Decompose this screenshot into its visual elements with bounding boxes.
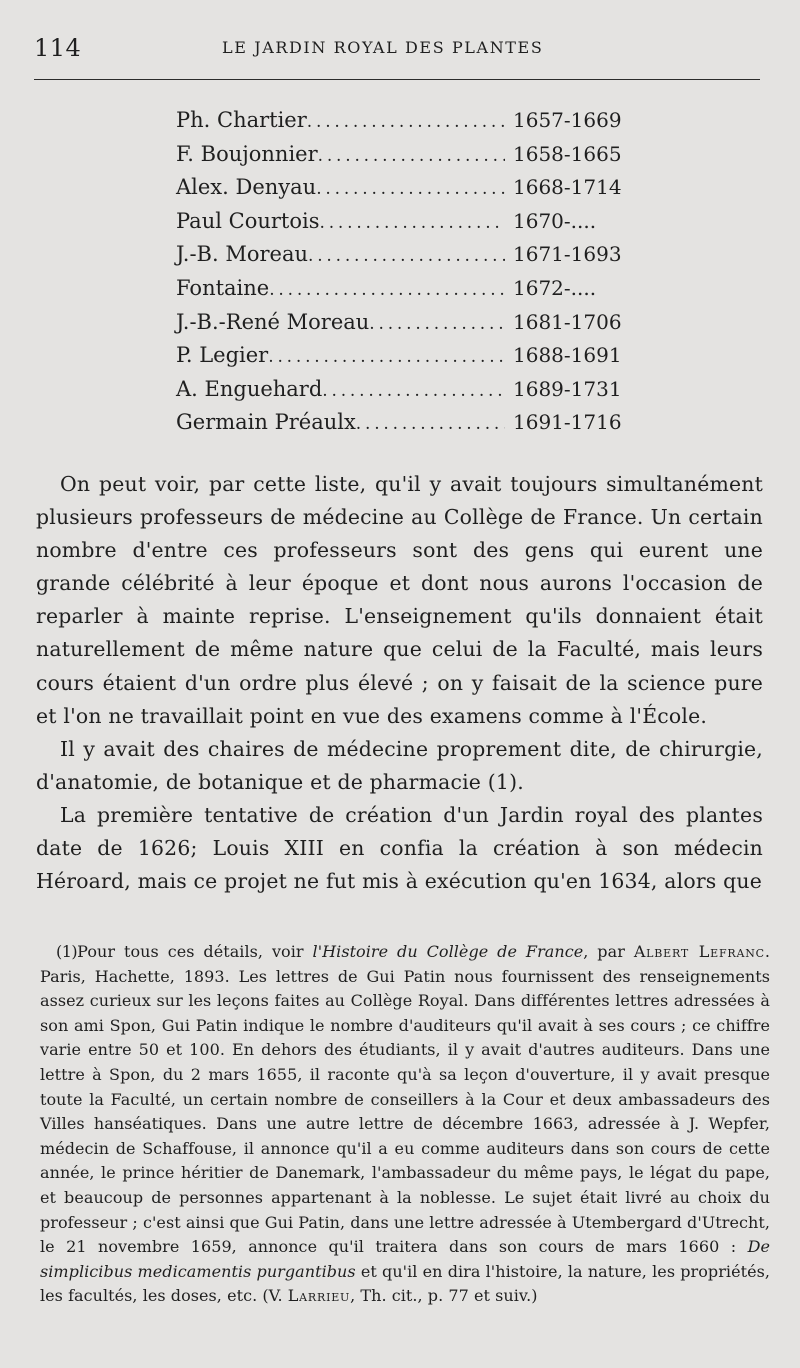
professor-dates: 1657-1669 bbox=[513, 108, 622, 132]
paragraph: Il y avait des chaires de médecine proprement dite, de chirurgie, d'anatomie, de botanique et de pharmacie (1). bbox=[36, 736, 763, 794]
list-item bbox=[176, 205, 621, 239]
professor-dates: 1681-1706 bbox=[513, 309, 622, 334]
professor-name: Alex. Denyau bbox=[176, 175, 317, 200]
dot-leader bbox=[356, 408, 505, 442]
list-item bbox=[176, 272, 621, 306]
professor-name: P. Legier bbox=[176, 343, 269, 368]
professor-name: Germain Préaulx bbox=[176, 410, 356, 435]
professor-dates: 1671-1693 bbox=[513, 242, 622, 267]
footnote-text: . Paris, Hachette, 1893. Les lettres de Gui Patin nous fournissent des renseignements assez curieux sur les leçons faites au Collège Royal. Dans différentes lettres adressées à son ami Spon, Gui Patin indique le nombre d'auditeurs qu'il avait à ses cours ; ce chiffre varie entre 50 et 100. En dehors des étudiants, il y avait d'autres auditeurs. Dans une lettre à Spon, du 2 mars 1655, il raconte qu'à sa leçon d'ouverture, il y avait presque toute la Faculté, un certain nombre de conseillers à la Cour et deux ambassadeurs des Villes hanséatiques. Dans une autre lettre de décembre 1663, adressée à J. Wepfer, médecin de Schaffouse, il annonce qu'il a eu comme auditeurs dans son cours de cette année, le prince héritier de Danemark, l'ambassadeur du même pays, le légat du pape, et beaucoup de personnes appartenant à la noblesse. Le sujet était livré au choix du professeur ; c'est ainsi que Gui Patin, dans une lettre adressée à Utembergard d'Utrecht, le 21 novembre 1659, annonce qu'il traitera dans son cours de mars 1660 : bbox=[40, 942, 770, 1257]
dot-leader bbox=[268, 341, 505, 375]
body-text bbox=[36, 468, 763, 898]
header-rule bbox=[34, 79, 760, 80]
list-item bbox=[176, 406, 621, 440]
list-item bbox=[176, 373, 621, 407]
footnote-book-title: l'Histoire du Collège de France bbox=[312, 942, 584, 961]
dot-leader bbox=[308, 240, 505, 274]
professor-name: A. Enguehard bbox=[176, 376, 323, 401]
footnote-author: Albert Lefranc bbox=[633, 942, 765, 961]
dot-leader bbox=[316, 173, 505, 207]
professor-dates: 1670-.... bbox=[513, 208, 597, 233]
professor-name: Ph. Chartier bbox=[176, 108, 307, 132]
list-item bbox=[176, 238, 621, 272]
dot-leader bbox=[307, 106, 505, 140]
list-item bbox=[176, 306, 621, 340]
professor-name: Paul Courtois bbox=[176, 208, 320, 233]
footnote-marker: (1) bbox=[56, 942, 78, 961]
footnote-cited-author: Larrieu bbox=[287, 1286, 351, 1306]
list-item bbox=[176, 138, 621, 172]
professor-dates: 1672-.... bbox=[513, 275, 597, 300]
dot-leader bbox=[322, 375, 505, 409]
footnote-by: , par bbox=[583, 942, 634, 961]
footnote-latin-title: De simplicibus medicamentis purgantibus bbox=[40, 1237, 770, 1281]
footnote-paragraph bbox=[40, 940, 770, 1309]
professor-list bbox=[176, 104, 621, 440]
footnote-intro: Pour tous ces détails, voir bbox=[77, 942, 313, 961]
paragraph: On peut voir, par cette liste, qu'il y avait toujours simultanément plusieurs professeurs de médecine au Collège de France. Un certain nombre d'entre ces professeurs sont des gens qui eurent une grande célébrité à leur époque et dont nous aurons l'occasion de reparler à mainte reprise. L'enseignement qu'ils donnaient était naturellement de même nature que celui de la Faculté, mais leurs cours étaient d'un ordre plus élevé ; on y faisait de la science pure et l'on ne travaillait point en vue des examens comme à l'École. bbox=[36, 472, 763, 728]
footnote-text: , Th. cit., p. 77 et suiv.) bbox=[350, 1286, 538, 1306]
page-number: 114 bbox=[34, 34, 82, 62]
professor-name: J.-B. Moreau bbox=[176, 242, 308, 267]
footnote-text: et qu'il en dira l'histoire, la nature, les propriétés, les facultés, les doses, etc. (V. bbox=[40, 1261, 771, 1306]
list-item bbox=[176, 171, 621, 205]
professor-name: F. Boujonnier bbox=[176, 141, 318, 166]
footnote bbox=[40, 940, 770, 1309]
dot-leader bbox=[269, 274, 505, 308]
paragraph: La première tentative de création d'un Jardin royal des plantes date de 1626; Louis XIII en confia la création à son médecin Héroard, mais ce projet ne fut mis à exécution qu'en 1634, alors que bbox=[36, 802, 763, 894]
dot-leader bbox=[369, 308, 505, 342]
dot-leader bbox=[319, 207, 505, 241]
list-item bbox=[176, 339, 621, 373]
professor-dates: 1689-1731 bbox=[513, 376, 622, 401]
professor-dates: 1668-1714 bbox=[513, 175, 622, 200]
list-item bbox=[176, 104, 621, 138]
professor-name: Fontaine bbox=[176, 275, 270, 300]
professor-dates: 1691-1716 bbox=[513, 410, 622, 435]
dot-leader bbox=[318, 140, 505, 174]
professor-dates: 1688-1691 bbox=[513, 343, 622, 368]
professor-name: J.-B.-René Moreau bbox=[176, 309, 370, 334]
running-head: LE JARDIN ROYAL DES PLANTES bbox=[222, 38, 544, 57]
professor-dates: 1658-1665 bbox=[513, 141, 622, 166]
